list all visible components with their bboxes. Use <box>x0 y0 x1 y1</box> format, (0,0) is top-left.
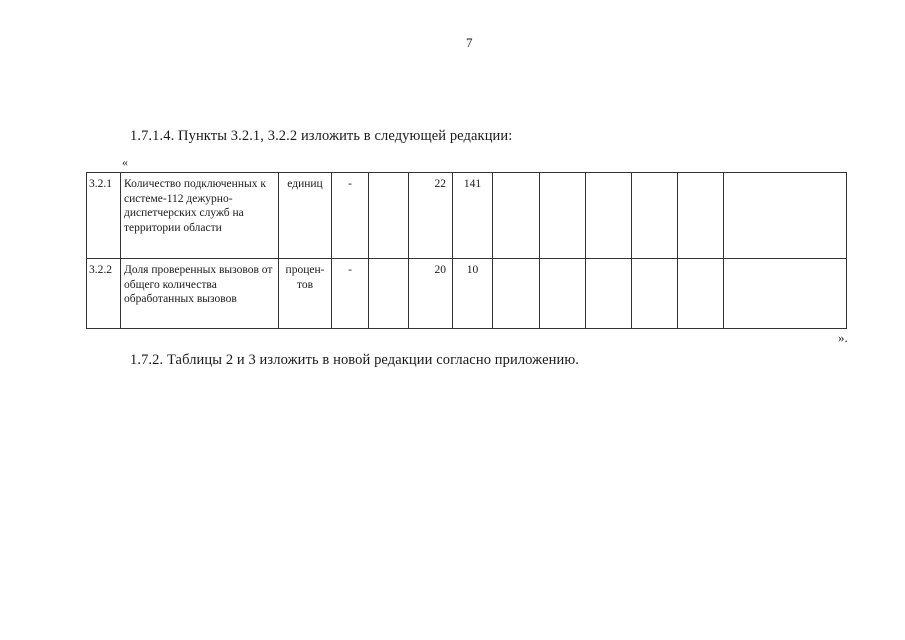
value-cell: 22 <box>409 173 453 259</box>
empty-cell <box>586 173 632 259</box>
amendment-paragraph: 1.7.1.4. Пункты 3.2.1, 3.2.2 изложить в следующей редакции: <box>130 128 513 144</box>
empty-cell <box>586 259 632 329</box>
empty-cell <box>369 259 409 329</box>
indicator-unit: процен-тов <box>279 259 332 329</box>
indicator-name: Доля проверенных вызовов от общего количества обработанных вызовов <box>121 259 279 329</box>
value-cell: 10 <box>453 259 493 329</box>
amendment-paragraph-2: 1.7.2. Таблицы 2 и 3 изложить в новой редакции согласно приложению. <box>130 352 580 368</box>
indicator-unit: единиц <box>279 173 332 259</box>
value-cell: 141 <box>453 173 493 259</box>
empty-cell <box>678 173 724 259</box>
closing-quote: ». <box>838 330 848 345</box>
page-number: 7 <box>466 35 473 50</box>
empty-cell <box>678 259 724 329</box>
empty-cell <box>493 173 540 259</box>
empty-cell <box>724 259 847 329</box>
empty-cell <box>369 173 409 259</box>
empty-cell <box>632 259 678 329</box>
table-row <box>87 173 847 259</box>
baseline-value: - <box>332 173 369 259</box>
table-row <box>87 259 847 329</box>
empty-cell <box>724 173 847 259</box>
empty-cell <box>493 259 540 329</box>
baseline-value: - <box>332 259 369 329</box>
indicator-code: 3.2.2 <box>87 259 121 329</box>
indicator-code: 3.2.1 <box>87 173 121 259</box>
indicators-table <box>86 172 847 329</box>
empty-cell <box>540 173 586 259</box>
indicator-name: Количество подключенных к системе-112 дежурно-диспетчерских служб на территории области <box>121 173 279 259</box>
empty-cell <box>540 259 586 329</box>
opening-quote: « <box>122 155 128 169</box>
value-cell: 20 <box>409 259 453 329</box>
empty-cell <box>632 173 678 259</box>
